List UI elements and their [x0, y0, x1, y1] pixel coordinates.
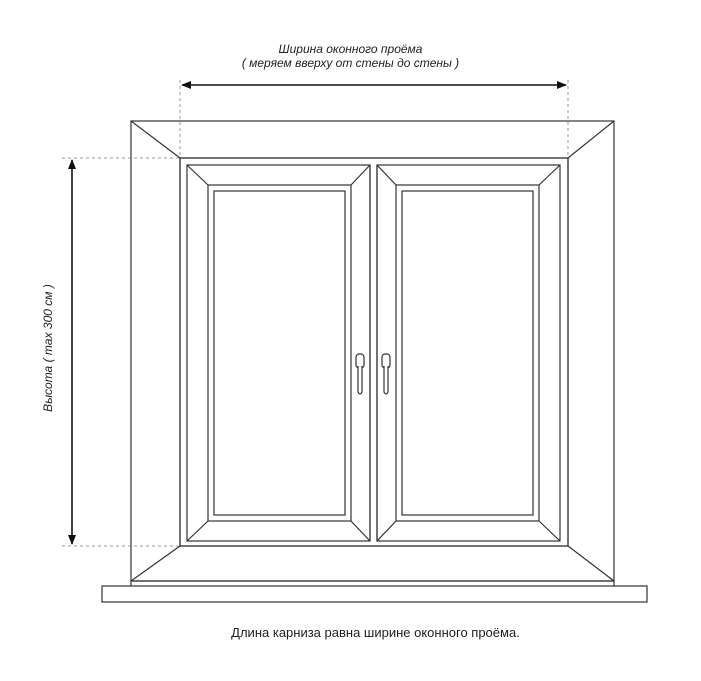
width-subtitle: ( меряем вверху от стены до стены )	[241, 56, 460, 70]
window-frame	[180, 158, 568, 546]
dashed-guides	[62, 80, 568, 546]
left-handle-icon	[356, 354, 364, 394]
width-dimension-label	[0, 42, 701, 70]
wall-opening	[131, 121, 614, 581]
caption-text: Длина карниза равна ширине оконного проёма.	[231, 625, 520, 640]
height-dimension-label: Высота ( max 300 см )	[41, 284, 55, 412]
right-sash	[377, 165, 560, 541]
right-handle-icon	[382, 354, 390, 394]
window-sill	[102, 581, 647, 602]
width-title: Ширина оконного проёма	[278, 42, 423, 56]
left-sash	[187, 165, 370, 541]
